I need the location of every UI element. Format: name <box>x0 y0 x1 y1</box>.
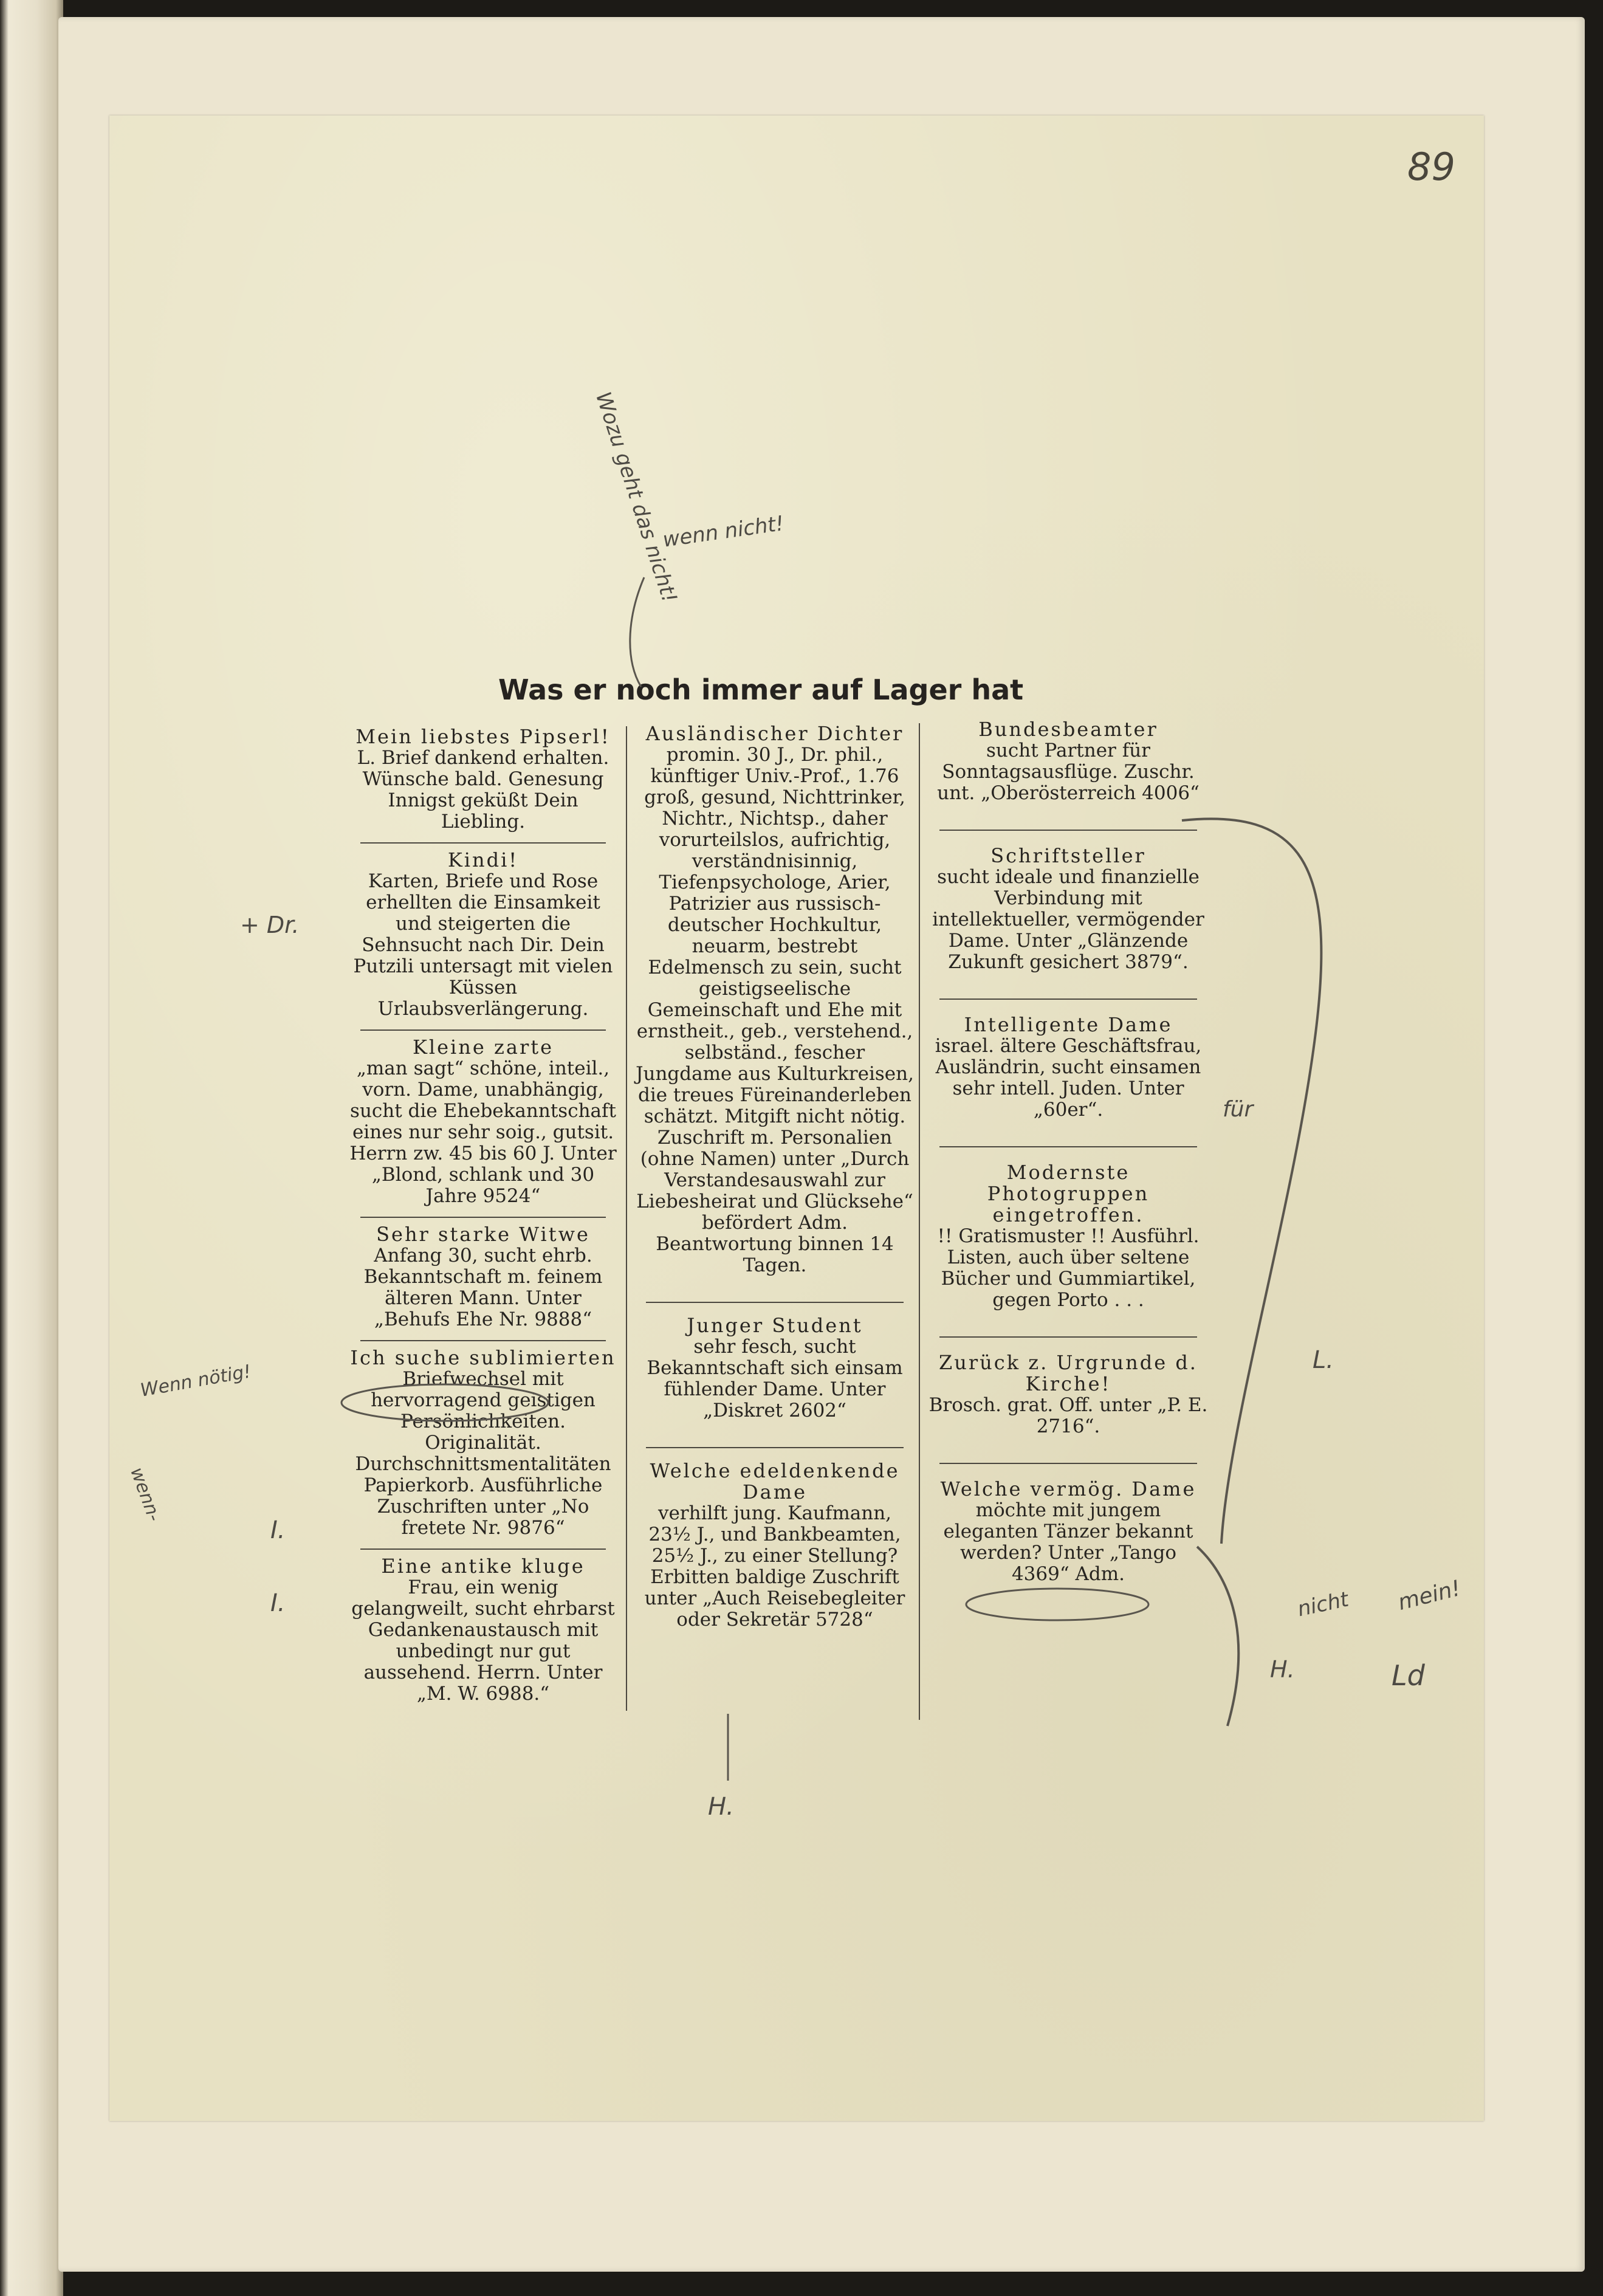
ad-body: sucht Partner für Sonntagsausflüge. Zuschr. unt. „Oberösterreich 4006“ <box>937 740 1200 804</box>
handwritten-note: Wozu geht das nicht! <box>590 389 682 606</box>
ad-body: sucht ideale und finanzielle Verbindung mit intellektueller, vermögender Dame. Unter „Glänzende Zukunft gesichert 3879“. <box>932 866 1204 973</box>
handwritten-note: L. <box>1313 1346 1334 1374</box>
headline: Was er noch immer auf Lager hat <box>498 673 1024 706</box>
bracket-line <box>1197 1547 1238 1726</box>
ad-heading: Schriftsteller <box>990 844 1146 867</box>
ad-heading: Kleine zarte <box>412 1036 554 1059</box>
handwritten-note: mein! <box>1395 1575 1463 1616</box>
ad-body: L. Brief dankend erhalten. Wünsche bald. Genesung Innigst geküßt Dein Liebling. <box>357 747 609 833</box>
ad-heading: Eine antike kluge <box>381 1555 585 1578</box>
ad-heading: Junger Student <box>687 1314 863 1337</box>
ad-heading: Ich suche sublimierten <box>350 1346 616 1369</box>
handwritten-note: wenn nicht! <box>661 511 786 552</box>
ad-heading: Modernste Photogruppen eingetroffen. <box>987 1161 1150 1226</box>
ad-body: Briefwechsel mit hervorragend geistigen Persönlichkeiten. Originalität. Durchschnittsmentalitäten Papierkorb. Ausführliche Zuschriften unter „No fretete Nr. 9876“ <box>355 1368 611 1539</box>
pencil-circle <box>342 1384 548 1421</box>
handwritten-note: nicht <box>1295 1587 1351 1622</box>
ad-body: israel. ältere Geschäftsfrau, Ausländrin, sucht einsamen sehr intell. Juden. Unter „60er“. <box>935 1035 1202 1121</box>
handwritten-note: I. <box>270 1589 286 1617</box>
ad-heading: Kindi! <box>447 848 519 871</box>
handwritten-note: I. <box>270 1516 286 1544</box>
pencil-stroke <box>630 577 644 687</box>
handwritten-note: H. <box>1270 1656 1295 1683</box>
page-folio-number: 89 <box>1407 145 1455 189</box>
ad-body: Brosch. grat. Off. unter „P. E. 2716“. <box>929 1394 1208 1437</box>
handwritten-note: für <box>1223 1097 1254 1122</box>
ad-body: „man sagt“ schöne, inteil., vorn. Dame, unabhängig, sucht die Ehebekanntschaft eines nur sehr soig., gutsit. Herrn zw. 45 bis 60 J. Unter „Blond, schlank und 30 Jahre 9524“ <box>349 1057 617 1207</box>
ad-heading: Intelligente Dame <box>964 1013 1173 1036</box>
ad-body: Anfang 30, sucht ehrb. Bekanntschaft m. feinem älteren Mann. Unter „Behufs Ehe Nr. 9888“ <box>363 1245 603 1330</box>
bracket-line <box>1182 819 1321 1544</box>
ad-heading: Bundesbeamter <box>978 718 1158 741</box>
ad-body: Frau, ein wenig gelangweilt, sucht ehrbarst Gedankenaustausch mit unbedingt nur gut aussehend. Herrn. Unter „M. W. 6988.“ <box>351 1576 615 1705</box>
ad-body: verhilft jung. Kaufmann, 23½ J., und Bankbeamten, 25½ J., zu einer Stellung? Erbitten baldige Zuschrift unter „Auch Reisebegleiter oder Sekretär 5728“ <box>644 1502 905 1631</box>
ad-body: promin. 30 J., Dr. phil., künftiger Univ.-Prof., 1.76 groß, gesund, Nichttrinker, Nichtr., Nichtsp., daher vorurteilslos, aufrichtig, verständnisinnig, Tiefenpsychologe, Arier, Patrizier aus russisch-deutscher Hochkultur, neuarm, bestrebt Edelmensch zu sein, sucht geistigseelische Gemeinschaft und Ehe mit ernstheit., geb., verstehend., selbständ., fescher Jungdame aus Kulturkreisen, die treues Füreinanderleben schätzt. Mitgift nicht nötig. Zuschrift m. Personalien (ohne Namen) unter „Durch Verstandesauswahl zur Liebesheirat und Glücksehe“ befördert Adm. Beantwortung binnen 14 Tagen. <box>636 744 914 1276</box>
ad-heading: Mein liebstes Pipserl! <box>355 725 611 748</box>
handwritten-note: H. <box>708 1793 734 1821</box>
ad-heading: Ausländischer Dichter <box>645 722 904 745</box>
ad-body: sehr fesch, sucht Bekanntschaft sich einsam fühlender Dame. Unter „Diskret 2602“ <box>647 1336 903 1421</box>
ad-heading: Sehr starke Witwe <box>376 1223 590 1246</box>
handwritten-note: wenn- <box>126 1465 165 1525</box>
ad-body: Karten, Briefe und Rose erhellten die Einsamkeit und steigerten die Sehnsucht nach Dir. Dein Putzili untersagt mit vielen Küssen Urlaubsverlängerung. <box>353 870 613 1020</box>
handwritten-note: + Dr. <box>240 912 300 938</box>
ad-heading: Welche vermög. Dame <box>940 1477 1196 1500</box>
pencil-circle <box>966 1589 1148 1620</box>
ad-body: !! Gratismuster !! Ausführl. Listen, auch über seltene Bücher und Gummiartikel, gegen Porto . . . <box>937 1225 1200 1311</box>
ad-heading: Zurück z. Urgrunde d. Kirche! <box>939 1351 1198 1395</box>
ad-heading: Welche edeldenkende Dame <box>650 1459 900 1504</box>
ad-body: möchte mit jungem eleganten Tänzer bekannt werden? Unter „Tango 4369“ Adm. <box>943 1499 1193 1585</box>
handwritten-note: Wenn nötig! <box>139 1361 253 1401</box>
handwritten-note: Ld <box>1392 1659 1425 1692</box>
